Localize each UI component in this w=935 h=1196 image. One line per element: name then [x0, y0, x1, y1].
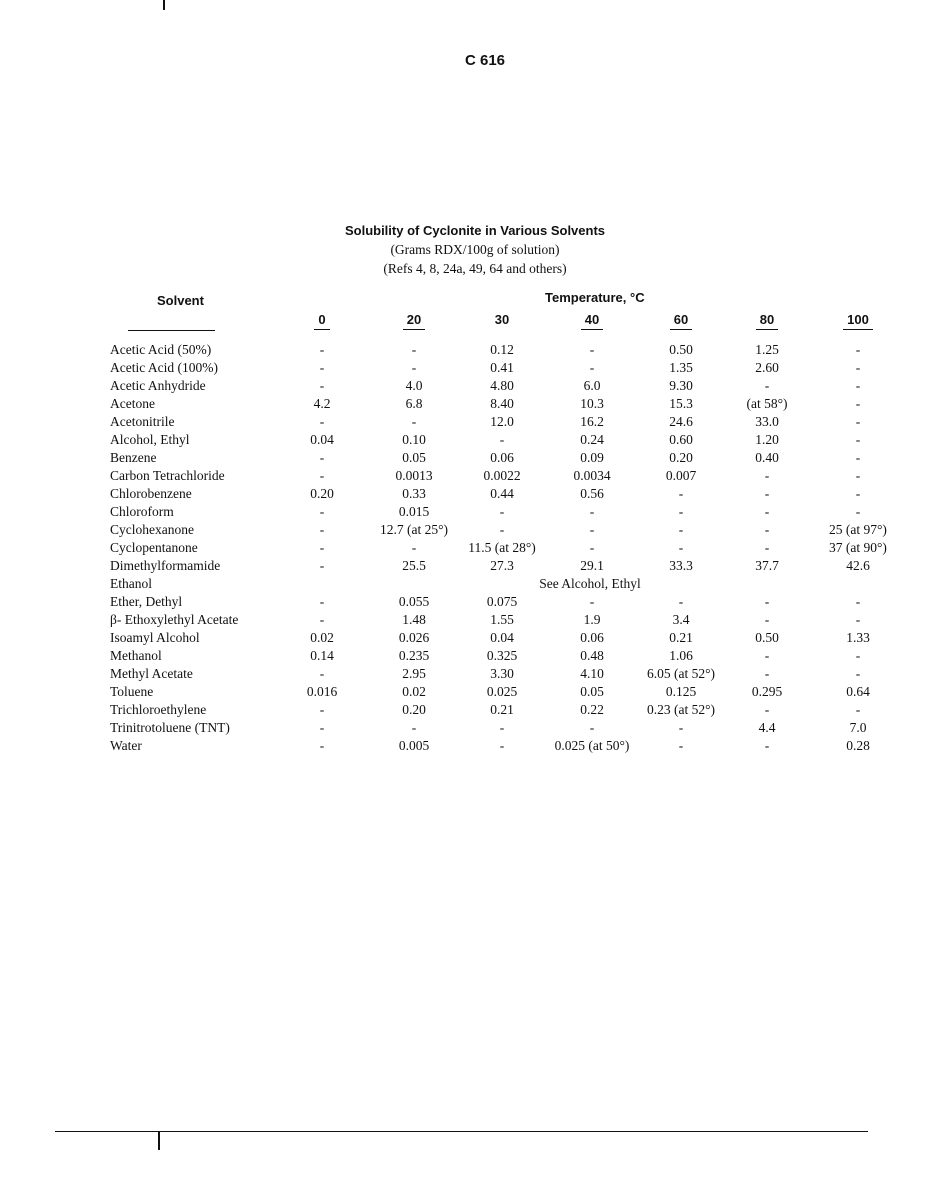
solvent-name: Cyclopentanone: [110, 540, 198, 555]
solubility-value: -: [589, 360, 595, 375]
solubility-value: 0.20: [402, 702, 426, 717]
solubility-value: -: [855, 468, 861, 483]
solubility-value: -: [411, 360, 417, 375]
solubility-table: [0, 340, 935, 754]
table-row: [0, 358, 935, 376]
solubility-value: 10.3: [580, 396, 604, 411]
solubility-value: 0.06: [490, 450, 514, 465]
solubility-value: 2.60: [755, 360, 779, 375]
solvent-name: Acetic Acid (50%): [110, 342, 212, 357]
solubility-value: 4.10: [580, 666, 604, 681]
solubility-value: 4.0: [405, 378, 423, 393]
solubility-value: 0.025: [486, 684, 518, 699]
solubility-value: 0.09: [580, 450, 604, 465]
solubility-value: -: [319, 378, 325, 393]
solubility-value: 0.025 (at 50°): [554, 738, 630, 753]
table-row: [0, 736, 935, 754]
solvent-header-rule: [128, 330, 215, 331]
table-units: (Grams RDX/100g of solution): [390, 242, 560, 257]
solubility-value: 4.80: [490, 378, 514, 393]
solubility-value: 37 (at 90°): [829, 540, 887, 555]
solubility-value: -: [764, 612, 770, 627]
solubility-value: 0.50: [755, 630, 779, 645]
solubility-value: 0.56: [580, 486, 604, 501]
solubility-value: -: [411, 720, 417, 735]
solubility-value: 0.007: [665, 468, 697, 483]
solubility-value: 0.0022: [483, 468, 521, 483]
temp-col-header: 20: [374, 312, 454, 330]
solubility-value: 0.04: [490, 630, 514, 645]
solubility-value: -: [319, 594, 325, 609]
solubility-value: 25 (at 97°): [829, 522, 887, 537]
solubility-value: 6.05 (at 52°): [646, 666, 715, 681]
solubility-value: -: [589, 342, 595, 357]
solubility-value: 0.06: [580, 630, 604, 645]
table-row: [0, 466, 935, 484]
solubility-value: -: [411, 414, 417, 429]
solubility-value: -: [764, 504, 770, 519]
solubility-value: 1.33: [846, 630, 870, 645]
solvent-name: Cyclohexanone: [110, 522, 194, 537]
table-row: [0, 700, 935, 718]
table-row: [0, 340, 935, 358]
top-margin-mark: [163, 0, 165, 10]
temp-col-header: 30: [494, 312, 510, 327]
solubility-value: 33.3: [669, 558, 693, 573]
solubility-value: 16.2: [580, 414, 604, 429]
table-row: [0, 574, 935, 592]
temp-col-header: 0: [282, 312, 362, 330]
table-row: [0, 592, 935, 610]
table-row: [0, 610, 935, 628]
solubility-value: 0.0013: [395, 468, 433, 483]
temperature-columns: [0, 312, 935, 336]
solubility-value: 0.015: [398, 504, 430, 519]
solvent-name: Acetic Anhydride: [110, 378, 206, 393]
solvent-name: Acetic Acid (100%): [110, 360, 218, 375]
solubility-value: -: [499, 522, 505, 537]
solubility-value: 1.20: [755, 432, 779, 447]
footer-rule: [55, 1131, 868, 1132]
solubility-value: -: [764, 468, 770, 483]
solubility-value: -: [678, 738, 684, 753]
temp-col-header: 60: [641, 312, 721, 330]
solubility-value: -: [319, 612, 325, 627]
solubility-value: 6.0: [583, 378, 601, 393]
solvent-name: Trichloroethylene: [110, 702, 207, 717]
solubility-value: 0.21: [490, 702, 514, 717]
solvent-name: Benzene: [110, 450, 157, 465]
solubility-value: -: [855, 342, 861, 357]
solvent-name: Ether, Dethyl: [110, 594, 183, 609]
solubility-value: 3.4: [672, 612, 690, 627]
solubility-value: -: [319, 414, 325, 429]
table-references: (Refs 4, 8, 24a, 49, 64 and others): [383, 261, 567, 276]
solubility-value: -: [764, 594, 770, 609]
solubility-value: -: [764, 522, 770, 537]
solubility-value: 0.02: [310, 630, 334, 645]
table-row: [0, 484, 935, 502]
solubility-value: 29.1: [580, 558, 604, 573]
solvent-name: Methanol: [110, 648, 162, 663]
temp-col-header: 40: [552, 312, 632, 330]
solubility-value: 1.48: [402, 612, 426, 627]
solubility-value: -: [319, 360, 325, 375]
solubility-value: 7.0: [849, 720, 867, 735]
solubility-value: -: [499, 504, 505, 519]
solubility-value: -: [589, 540, 595, 555]
solvent-name: Chloroform: [110, 504, 174, 519]
solubility-value: (at 58°): [746, 396, 788, 411]
solubility-value: 0.44: [490, 486, 514, 501]
solubility-value: -: [319, 738, 325, 753]
solubility-value: -: [319, 468, 325, 483]
solubility-value: -: [855, 504, 861, 519]
table-row: [0, 628, 935, 646]
solubility-value: 0.23 (at 52°): [646, 702, 715, 717]
solubility-value: -: [855, 702, 861, 717]
solubility-value: -: [589, 522, 595, 537]
solubility-value: -: [855, 666, 861, 681]
table-row: [0, 682, 935, 700]
solubility-value: -: [764, 666, 770, 681]
temperature-header: Temperature, °C: [545, 290, 645, 305]
solubility-value: 0.33: [402, 486, 426, 501]
solubility-value: 0.05: [402, 450, 426, 465]
solubility-value: 11.5 (at 28°): [468, 540, 536, 555]
solubility-value: 0.41: [490, 360, 514, 375]
solubility-value: 25.5: [402, 558, 426, 573]
solubility-value: 0.14: [310, 648, 334, 663]
table-row: [0, 718, 935, 736]
solubility-value: 1.35: [669, 360, 693, 375]
table-title: Solubility of Cyclonite in Various Solvents: [344, 223, 606, 238]
solubility-value: -: [499, 738, 505, 753]
solubility-value: -: [319, 702, 325, 717]
solubility-value: 0.20: [669, 450, 693, 465]
solubility-value: -: [499, 432, 505, 447]
solubility-value: 8.40: [490, 396, 514, 411]
table-row: [0, 556, 935, 574]
solubility-value: 0.0034: [573, 468, 611, 483]
solubility-value: -: [855, 594, 861, 609]
solubility-value: 12.7 (at 25°): [379, 522, 448, 537]
solubility-value: -: [678, 522, 684, 537]
solvent-name: Isoamyl Alcohol: [110, 630, 200, 645]
solubility-value: 0.016: [306, 684, 338, 699]
table-row: [0, 412, 935, 430]
solubility-value: 27.3: [490, 558, 514, 573]
solubility-value: 0.24: [580, 432, 604, 447]
table-row: [0, 502, 935, 520]
solubility-value: 4.2: [313, 396, 331, 411]
solvent-name: Toluene: [110, 684, 154, 699]
solubility-value: -: [589, 504, 595, 519]
solubility-value: 2.95: [402, 666, 426, 681]
solubility-value: 0.055: [398, 594, 430, 609]
solubility-value: 0.05: [580, 684, 604, 699]
solubility-value: -: [319, 504, 325, 519]
solubility-value: 0.40: [755, 450, 779, 465]
solubility-value: -: [319, 342, 325, 357]
solubility-value: -: [855, 450, 861, 465]
solubility-value: 1.25: [755, 342, 779, 357]
solubility-value: -: [499, 720, 505, 735]
solubility-value: 0.075: [486, 594, 518, 609]
solubility-value: 0.02: [402, 684, 426, 699]
solubility-value: -: [411, 342, 417, 357]
table-row: [0, 394, 935, 412]
solubility-value: 0.64: [846, 684, 870, 699]
solubility-value: 0.235: [398, 648, 430, 663]
solubility-value: -: [764, 378, 770, 393]
solubility-value: 15.3: [669, 396, 693, 411]
solubility-value: 0.04: [310, 432, 334, 447]
solubility-value: -: [764, 738, 770, 753]
solubility-value: 0.21: [669, 630, 693, 645]
solubility-value: -: [319, 720, 325, 735]
table-row: [0, 376, 935, 394]
solubility-value: 1.06: [669, 648, 693, 663]
solubility-value: -: [855, 612, 861, 627]
table-row: [0, 430, 935, 448]
solvent-name: Trinitrotoluene (TNT): [110, 720, 230, 735]
solvent-name: Acetonitrile: [110, 414, 175, 429]
solubility-value: 6.8: [405, 396, 423, 411]
solubility-value: -: [319, 450, 325, 465]
solubility-value: 0.48: [580, 648, 604, 663]
table-caption: [0, 221, 935, 278]
solubility-value: -: [589, 594, 595, 609]
solubility-value: 1.55: [490, 612, 514, 627]
solubility-value: 9.30: [669, 378, 693, 393]
solubility-value: 0.22: [580, 702, 604, 717]
solubility-value: 42.6: [846, 558, 870, 573]
solubility-value: -: [855, 360, 861, 375]
bottom-margin-mark: [158, 1132, 160, 1150]
solubility-value: -: [319, 522, 325, 537]
solubility-value: -: [855, 648, 861, 663]
solubility-value: -: [855, 378, 861, 393]
table-row: [0, 538, 935, 556]
solubility-value: 0.20: [310, 486, 334, 501]
table-row: [0, 646, 935, 664]
solvent-name: Ethanol: [110, 576, 152, 591]
solubility-value: -: [678, 594, 684, 609]
solubility-value: 0.12: [490, 342, 514, 357]
table-row: [0, 448, 935, 466]
solubility-value: 0.28: [846, 738, 870, 753]
solubility-value: -: [764, 702, 770, 717]
solubility-value: -: [764, 540, 770, 555]
solubility-value: 1.9: [583, 612, 601, 627]
solubility-value: 4.4: [758, 720, 776, 735]
solubility-value: -: [678, 540, 684, 555]
solvent-name: Acetone: [110, 396, 155, 411]
solubility-value: -: [319, 540, 325, 555]
page-number: C 616: [464, 52, 506, 69]
solubility-value: 0.10: [402, 432, 426, 447]
solubility-value: 0.50: [669, 342, 693, 357]
solubility-value: 0.005: [398, 738, 430, 753]
solubility-value: -: [411, 540, 417, 555]
solubility-value: -: [678, 486, 684, 501]
solubility-value: -: [855, 432, 861, 447]
solubility-value: 0.325: [486, 648, 518, 663]
solvent-name: Carbon Tetrachloride: [110, 468, 225, 483]
solubility-value: 0.026: [398, 630, 430, 645]
solubility-value: -: [855, 414, 861, 429]
solubility-value: -: [319, 666, 325, 681]
solubility-value: 3.30: [490, 666, 514, 681]
solubility-value: -: [764, 486, 770, 501]
solubility-value: 33.0: [755, 414, 779, 429]
solubility-value: 24.6: [669, 414, 693, 429]
solvent-name: Alcohol, Ethyl: [110, 432, 190, 447]
table-row: [0, 664, 935, 682]
solubility-value: -: [855, 396, 861, 411]
solubility-value: -: [589, 720, 595, 735]
solubility-value: -: [764, 648, 770, 663]
solvent-column-header: Solvent: [157, 293, 204, 308]
solvent-name: Methyl Acetate: [110, 666, 193, 681]
solubility-value: -: [678, 504, 684, 519]
temp-col-header: 80: [727, 312, 807, 330]
solubility-value: 0.125: [665, 684, 697, 699]
solubility-value: 0.60: [669, 432, 693, 447]
solvent-name: β- Ethoxylethyl Acetate: [110, 612, 239, 627]
solubility-value: -: [855, 486, 861, 501]
solvent-name: Dimethylformamide: [110, 558, 221, 573]
table-row: [0, 520, 935, 538]
solubility-value: -: [678, 720, 684, 735]
solubility-value: 12.0: [490, 414, 514, 429]
cross-reference-note: See Alcohol, Ethyl: [539, 576, 641, 591]
solubility-value: 37.7: [755, 558, 779, 573]
solubility-value: 0.295: [751, 684, 783, 699]
solvent-name: Chlorobenzene: [110, 486, 192, 501]
solvent-name: Water: [110, 738, 142, 753]
solubility-value: -: [319, 558, 325, 573]
temp-col-header: 100: [818, 312, 898, 330]
